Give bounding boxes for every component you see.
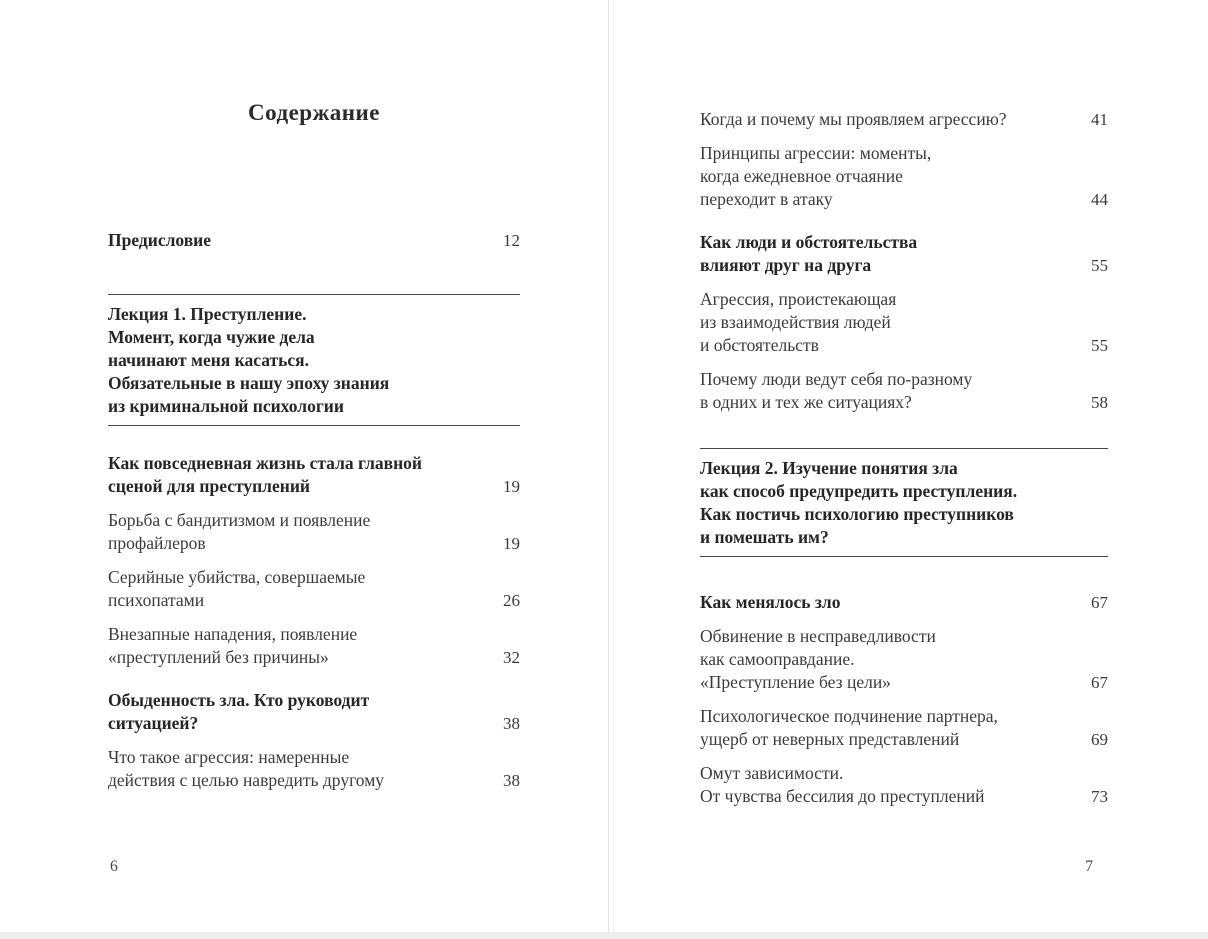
- toc-entry-line: Внезапные нападения, появление: [108, 624, 358, 644]
- toc-entry-line: Почему люди ведут себя по-разному: [700, 369, 973, 389]
- toc-entry: [700, 142, 1108, 211]
- toc-entry-page: 67: [1091, 593, 1108, 612]
- toc-entry: [700, 368, 1108, 414]
- toc-entry-page: 19: [503, 477, 520, 496]
- lecture1-heading: [108, 294, 520, 426]
- toc-entry-line: ущерб от неверных представлений: [700, 729, 960, 749]
- toc-entry-line: Как менялось зло: [700, 592, 841, 612]
- toc-entry-page: 58: [1091, 393, 1108, 412]
- toc-entry-line: Обыденность зла. Кто руководит: [108, 690, 370, 710]
- toc-entry: [108, 566, 520, 612]
- lecture-heading-line: Как постичь психологию преступников: [700, 504, 1014, 524]
- toc-entry-line: ситуацией?: [108, 713, 199, 733]
- toc-entry: [700, 231, 1108, 277]
- toc-entry-text: [700, 368, 972, 414]
- toc-entry-page: 38: [503, 771, 520, 790]
- toc-entry-text: [700, 705, 998, 751]
- toc-entry-text: [700, 108, 1007, 131]
- toc-entry-line: Обвинение в несправедливости: [700, 626, 936, 646]
- toc-entry-text: [700, 762, 985, 808]
- toc-entry-line: Психологическое подчинение партнера,: [700, 706, 998, 726]
- toc-entry-line: Серийные убийства, совершаемые: [108, 567, 366, 587]
- left-page-number: 6: [110, 858, 118, 875]
- page-gutter-divider-shadow: [613, 0, 614, 939]
- toc-title: Содержание: [248, 100, 380, 125]
- toc-entry-line: Когда и почему мы проявляем агрессию?: [700, 109, 1007, 129]
- toc-entry-line: психопатами: [108, 590, 205, 610]
- toc-entry: [700, 288, 1108, 357]
- toc-entry-text: [108, 746, 384, 792]
- toc-entry: [700, 591, 1108, 614]
- toc-entry-line: «Преступление без цели»: [700, 672, 891, 692]
- toc-entry-line: Борьба с бандитизмом и появление: [108, 510, 371, 530]
- toc-entry-page: 38: [503, 714, 520, 733]
- toc-entry-text: [108, 689, 369, 735]
- lecture-heading-line: из криминальной психологии: [108, 396, 344, 416]
- toc-entry-line: влияют друг на друга: [700, 255, 872, 275]
- toc-entry-line: переходит в атаку: [700, 189, 833, 209]
- toc-entry-line: в одних и тех же ситуациях?: [700, 392, 912, 412]
- lecture-heading-line: Лекция 1. Преступление.: [108, 304, 307, 324]
- toc-entry-line: действия с целью навредить другому: [108, 770, 385, 790]
- toc-entry-page: 41: [1091, 110, 1108, 129]
- toc-entry: [700, 625, 1108, 694]
- toc-entry-page: 32: [503, 648, 520, 667]
- toc-entry-line: «преступлений без причины»: [108, 647, 329, 667]
- lecture2-heading: [700, 448, 1108, 557]
- lecture-heading-line: как способ предупредить преступления.: [700, 481, 1018, 501]
- toc-entry-text: [108, 452, 422, 498]
- toc-entry-page: 73: [1091, 787, 1108, 806]
- right-page-number: 7: [1085, 858, 1093, 875]
- toc-entry: [108, 452, 520, 498]
- toc-entry-line: Агрессия, проистекающая: [700, 289, 897, 309]
- toc-entry-page: 55: [1091, 256, 1108, 275]
- toc-entry: [700, 705, 1108, 751]
- toc-entry-text: [700, 231, 917, 277]
- toc-entry-line: Омут зависимости.: [700, 763, 844, 783]
- toc-entry-line: Предисловие: [108, 230, 212, 250]
- toc-entry-preface: [108, 229, 520, 252]
- toc-entry-page: 26: [503, 591, 520, 610]
- right-page: [700, 0, 1108, 939]
- toc-entry-page: 55: [1091, 336, 1108, 355]
- toc-entry-text: [700, 142, 931, 211]
- toc-entry-line: Как повседневная жизнь стала главной: [108, 453, 423, 473]
- toc-entry: [108, 509, 520, 555]
- lecture-heading-line: Лекция 2. Изучение понятия зла: [700, 458, 958, 478]
- lecture-heading-line: Момент, когда чужие дела: [108, 327, 315, 347]
- toc-entry-text: [108, 566, 365, 612]
- lecture-heading-line: и помешать им?: [700, 527, 829, 547]
- toc-entry-page: 12: [503, 231, 520, 250]
- toc-entry-page: 19: [503, 534, 520, 553]
- toc-entry-line: Что такое агрессия: намеренные: [108, 747, 350, 767]
- toc-entry-line: из взаимодействия людей: [700, 312, 891, 332]
- toc-entry-text: [700, 288, 896, 357]
- left-page: [108, 0, 520, 939]
- toc-entry-page: 44: [1091, 190, 1108, 209]
- toc-entry-text: [108, 229, 211, 252]
- lecture-heading-line: Обязательные в нашу эпоху знания: [108, 373, 390, 393]
- toc-entry: [700, 108, 1108, 131]
- toc-entry: [108, 623, 520, 669]
- toc-entry-line: и обстоятельств: [700, 335, 819, 355]
- toc-entry: [700, 762, 1108, 808]
- toc-entry: [108, 746, 520, 792]
- toc-entry-text: [700, 591, 840, 614]
- toc-entry-line: От чувства бессилия до преступлений: [700, 786, 985, 806]
- toc-entry-line: Принципы агрессии: моменты,: [700, 143, 932, 163]
- toc-entry-page: 67: [1091, 673, 1108, 692]
- toc-entry-line: профайлеров: [108, 533, 206, 553]
- page-gutter-divider: [608, 0, 609, 939]
- toc-entry: [108, 689, 520, 735]
- toc-entry-page: 69: [1091, 730, 1108, 749]
- lecture-heading-line: начинают меня касаться.: [108, 350, 309, 370]
- toc-entry-text: [108, 623, 357, 669]
- toc-entry-text: [108, 509, 370, 555]
- toc-entry-line: сценой для преступлений: [108, 476, 311, 496]
- toc-entry-text: [700, 625, 936, 694]
- toc-entry-line: Как люди и обстоятельства: [700, 232, 918, 252]
- toc-entry-line: когда ежедневное отчаяние: [700, 166, 903, 186]
- toc-entry-line: как самооправдание.: [700, 649, 855, 669]
